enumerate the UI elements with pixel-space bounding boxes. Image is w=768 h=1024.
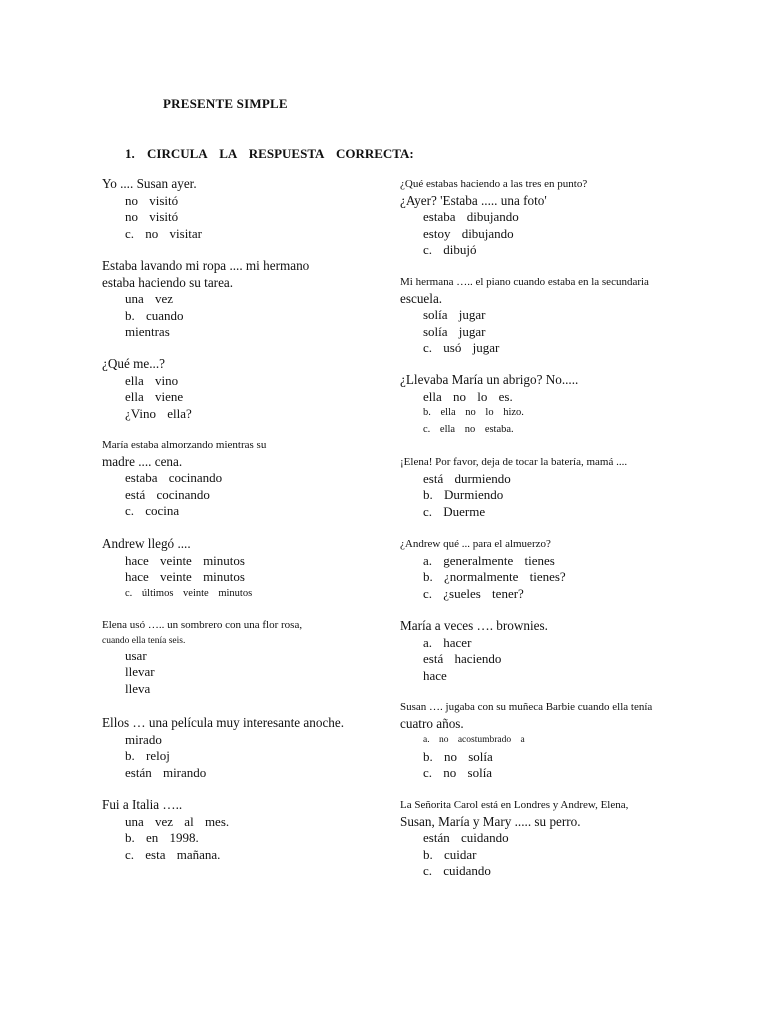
answer-option[interactable]: está cocinando — [125, 486, 210, 502]
answer-option[interactable]: c. no visitar — [125, 225, 203, 241]
page-title: PRESENTE SIMPLE — [163, 96, 288, 111]
question-text: Estaba lavando mi ropa .... mi hermano — [102, 258, 310, 273]
answer-option[interactable]: b. cuidar — [423, 846, 477, 862]
question-text: Elena usó ….. un sombrero con una flor rosa, — [102, 619, 303, 631]
question-text: cuando ella tenía seis. — [102, 635, 186, 646]
answer-option[interactable]: llevar — [125, 664, 155, 680]
question — [400, 274, 649, 357]
answer-option[interactable]: c. cocina — [125, 503, 180, 519]
answer-option[interactable]: c. esta mañana. — [125, 846, 221, 862]
answer-option[interactable]: ella vino — [125, 372, 179, 388]
answer-option[interactable]: b. Durmiendo — [423, 487, 504, 503]
answer-option[interactable]: c. ¿sueles tener? — [423, 585, 524, 601]
answer-option[interactable]: una vez — [125, 291, 174, 307]
answer-option[interactable]: estaba cocinando — [125, 470, 223, 486]
answer-option[interactable]: una vez al mes. — [125, 813, 230, 829]
answer-option[interactable]: están cuidando — [423, 830, 509, 846]
answer-option[interactable]: solía jugar — [423, 307, 486, 323]
question — [102, 617, 302, 697]
answer-option[interactable]: b. reloj — [125, 748, 170, 764]
answer-option[interactable]: lleva — [125, 680, 151, 696]
answer-option[interactable]: usar — [125, 647, 147, 663]
question — [102, 437, 266, 520]
answer-option[interactable]: solía jugar — [423, 323, 486, 339]
question — [102, 356, 192, 422]
question-text: ¿Llevaba María un abrigo? No..... — [400, 372, 579, 387]
answer-option[interactable]: b. cuando — [125, 307, 184, 323]
question — [102, 797, 229, 863]
answer-option[interactable]: están mirando — [125, 764, 207, 780]
answer-option[interactable]: estaba dibujando — [423, 209, 519, 225]
answer-option[interactable]: hace veinte minutos — [125, 569, 245, 585]
answer-option[interactable]: ¿Vino ella? — [125, 405, 192, 421]
answer-option[interactable]: a. hacer — [423, 634, 472, 650]
answer-option[interactable]: a. no acostumbrado a — [423, 735, 525, 746]
answer-option[interactable]: c. usó jugar — [423, 340, 500, 356]
question-text: estaba haciendo su tarea. — [102, 274, 234, 290]
question-text: ¿Ayer? 'Estaba ..... una foto' — [400, 192, 547, 208]
answer-option[interactable]: b. no solía — [423, 748, 493, 764]
answer-option[interactable]: b. en 1998. — [125, 830, 199, 846]
question — [400, 699, 652, 782]
answer-option[interactable]: c. últimos veinte minutos — [125, 587, 253, 599]
answer-option[interactable]: mirado — [125, 731, 162, 747]
question — [102, 258, 309, 341]
question-text: María a veces …. brownies. — [400, 618, 548, 633]
question-text: ¡Elena! Por favor, deja de tocar la batería, mamá .... — [400, 456, 628, 468]
answer-option[interactable]: c. Duerme — [423, 503, 486, 519]
question — [400, 454, 627, 520]
question-text: Yo .... Susan ayer. — [102, 176, 197, 191]
answer-option[interactable]: c. no solía — [423, 765, 493, 781]
answer-option[interactable]: estoy dibujando — [423, 225, 514, 241]
question-text: Andrew llegó .... — [102, 536, 191, 551]
answer-option[interactable]: a. generalmente tienes — [423, 552, 555, 568]
question — [102, 536, 252, 602]
question — [400, 176, 587, 259]
question-text: Mi hermana ….. el piano cuando estaba en la secundaria — [400, 276, 649, 288]
answer-option[interactable]: c. cuidando — [423, 863, 491, 879]
answer-option[interactable]: ella no lo es. — [423, 388, 513, 404]
question-text: La Señorita Carol está en Londres y Andrew, Elena, — [400, 799, 629, 811]
question-text: cuatro años. — [400, 715, 464, 731]
question-text: ¿Qué me...? — [102, 356, 165, 371]
question-text: Susan, María y Mary ..... su perro. — [400, 813, 581, 829]
answer-option[interactable]: no visitó — [125, 209, 179, 225]
answer-option[interactable]: ella viene — [125, 389, 184, 405]
answer-option[interactable]: hace — [423, 667, 447, 683]
question — [400, 536, 566, 602]
question — [400, 618, 548, 684]
answer-option[interactable]: c. ella no estaba. — [423, 423, 514, 435]
question — [102, 176, 202, 242]
answer-option[interactable]: hace veinte minutos — [125, 552, 245, 568]
question-text: ¿Qué estabas haciendo a las tres en punto? — [400, 178, 588, 190]
answer-option[interactable]: b. ella no lo hizo. — [423, 407, 524, 419]
answer-option[interactable]: está durmiendo — [423, 470, 511, 486]
answer-option[interactable]: mientras — [125, 324, 170, 340]
instruction-heading: 1. CIRCULA LA RESPUESTA CORRECTA: — [125, 146, 414, 161]
question-text: Fui a Italia ….. — [102, 797, 183, 812]
question — [102, 715, 344, 781]
question-text: Susan …. jugaba con su muñeca Barbie cuando ella tenía — [400, 701, 653, 713]
answer-option[interactable]: c. dibujó — [423, 242, 477, 258]
question-text: ¿Andrew qué ... para el almuerzo? — [400, 538, 551, 550]
question — [400, 797, 628, 880]
question-text: escuela. — [400, 290, 443, 306]
answer-option[interactable]: b. ¿normalmente tienes? — [423, 569, 566, 585]
question — [400, 372, 578, 438]
answer-option[interactable]: no visitó — [125, 192, 179, 208]
question-text: madre .... cena. — [102, 453, 183, 469]
answer-option[interactable]: está haciendo — [423, 651, 502, 667]
question-text: Ellos … una película muy interesante anoche. — [102, 715, 345, 730]
question-text: María estaba almorzando mientras su — [102, 439, 267, 451]
